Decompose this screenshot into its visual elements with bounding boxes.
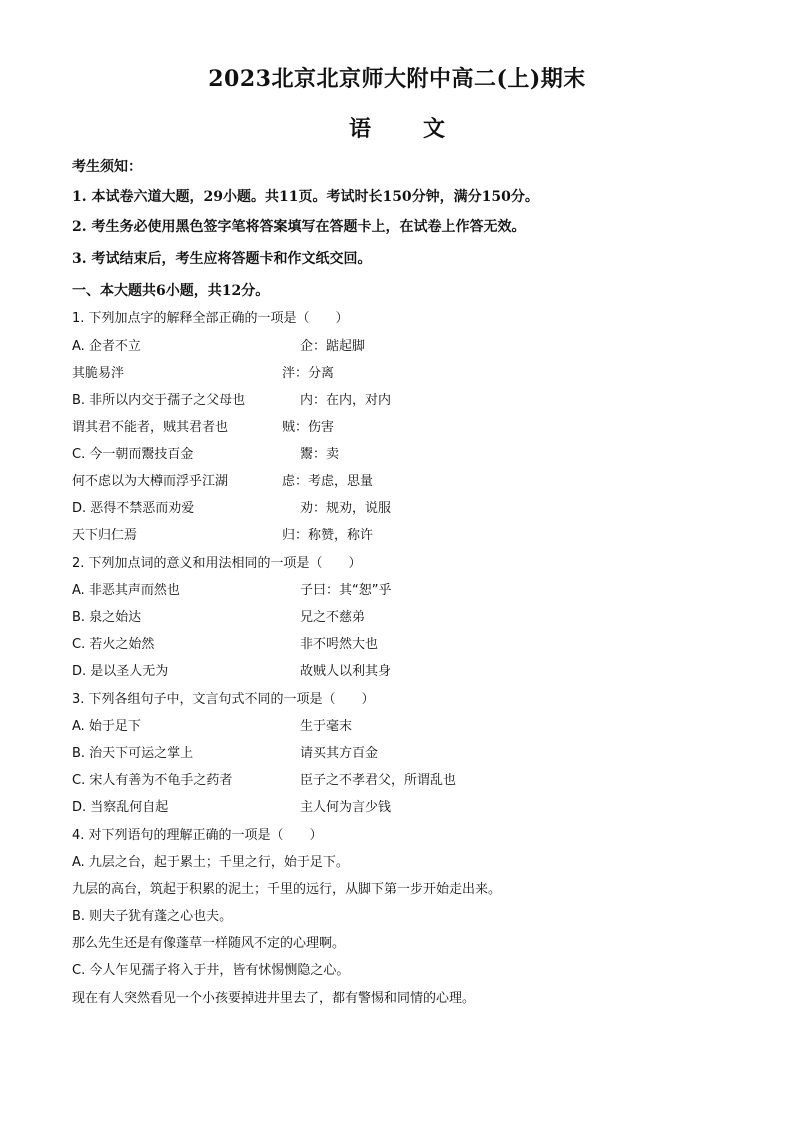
q3-row-2-left: B. 治天下可运之掌上 (72, 746, 194, 761)
question-4-stem: 4. 对下列语句的理解正确的一项是（ ） (72, 828, 323, 843)
section-heading: 一、本大题共6小题，共12分。 (72, 283, 270, 299)
q1-row-7-left: D. 恶得不禁恶而劝爱 (72, 501, 195, 516)
question-1-stem: 1. 下列加点字的解释全部正确的一项是（ ） (72, 311, 349, 326)
q4-line-3: B. 则夫子犹有蓬之心也夫。 (72, 909, 233, 924)
q1-row-2-right: 泮：分离 (282, 366, 335, 381)
subject-char-1: 语 (348, 116, 371, 142)
q3-row-2-right: 请买其方百金 (300, 746, 379, 761)
q1-row-8-right: 归：称赞，称许 (282, 528, 374, 543)
q4-line-1: A. 九层之台，起于累土；千里之行，始于足下。 (72, 855, 349, 870)
q2-row-3-left: C. 若火之始然 (72, 637, 155, 652)
q2-row-4-left: D. 是以圣人无为 (72, 664, 169, 679)
q3-row-3-right: 臣子之不孝君父，所谓乱也 (300, 773, 457, 788)
q3-row-1-right: 生于毫末 (300, 719, 353, 734)
notice-item-2: 2. 考生务必使用黑色签字笔将答案填写在答题卡上，在试卷上作答无效。 (72, 219, 526, 235)
q3-row-1-left: A. 始于足下 (72, 719, 141, 734)
q2-row-1-left: A. 非恶其声而然也 (72, 583, 180, 598)
q1-row-2-left: 其脆易泮 (72, 366, 125, 381)
notice-item-3: 3. 考试结束后，考生应将答题卡和作文纸交回。 (72, 251, 372, 267)
q1-row-4-right: 贼：伤害 (282, 420, 335, 435)
q1-row-3-right: 内：在内，对内 (300, 393, 392, 408)
notice-heading: 考生须知： (72, 159, 142, 175)
q2-row-2-right: 兄之不慈弟 (300, 610, 366, 625)
subject-title (0, 112, 794, 143)
q1-row-6-right: 虑：考虑，思量 (282, 474, 374, 489)
q3-row-4-left: D. 当察乱何自起 (72, 800, 169, 815)
q1-row-8-left: 天下归仁焉 (72, 528, 138, 543)
subject-char-2: 文 (423, 116, 446, 142)
q4-line-5: C. 今人乍见孺子将入于井，皆有怵惕恻隐之心。 (72, 963, 350, 978)
q3-row-4-right: 主人何为言少钱 (300, 800, 392, 815)
q4-line-6: 现在有人突然看见一个小孩要掉进井里去了，都有警惕和同情的心理。 (72, 991, 476, 1006)
question-2-stem: 2. 下列加点词的意义和用法相同的一项是（ ） (72, 556, 362, 571)
q2-row-2-left: B. 泉之始达 (72, 610, 142, 625)
q1-row-1-left: A. 企者不立 (72, 339, 141, 354)
notice-item-1: 1. 本试卷六道大题，29小题。共11页。考试时长150分钟，满分150分。 (72, 189, 539, 205)
q2-row-3-right: 非不呺然大也 (300, 637, 379, 652)
q1-row-4-left: 谓其君不能者，贼其君者也 (72, 420, 229, 435)
q1-row-3-left: B. 非所以内交于孺子之父母也 (72, 393, 246, 408)
q2-row-4-right: 故贼人以利其身 (300, 664, 392, 679)
q1-row-5-right: 鬻：卖 (300, 447, 340, 462)
q1-row-7-right: 劝：规劝，说服 (300, 501, 392, 516)
q4-line-4: 那么先生还是有像蓬草一样随风不定的心理啊。 (72, 936, 346, 951)
document-title: 2023北京北京师大附中高二(上)期末 (208, 66, 586, 92)
q2-row-1-right: 子曰：其“恕”乎 (300, 583, 392, 598)
q3-row-3-left: C. 宋人有善为不龟手之药者 (72, 773, 233, 788)
q4-line-2: 九层的高台，筑起于积累的泥土；千里的远行，从脚下第一步开始走出来。 (72, 882, 502, 897)
q1-row-5-left: C. 今一朝而鬻技百金 (72, 447, 194, 462)
q1-row-1-right: 企：踮起脚 (300, 339, 366, 354)
q1-row-6-left: 何不虑以为大樽而浮乎江湖 (72, 474, 229, 489)
question-3-stem: 3. 下列各组句子中，文言句式不同的一项是（ ） (72, 692, 375, 707)
